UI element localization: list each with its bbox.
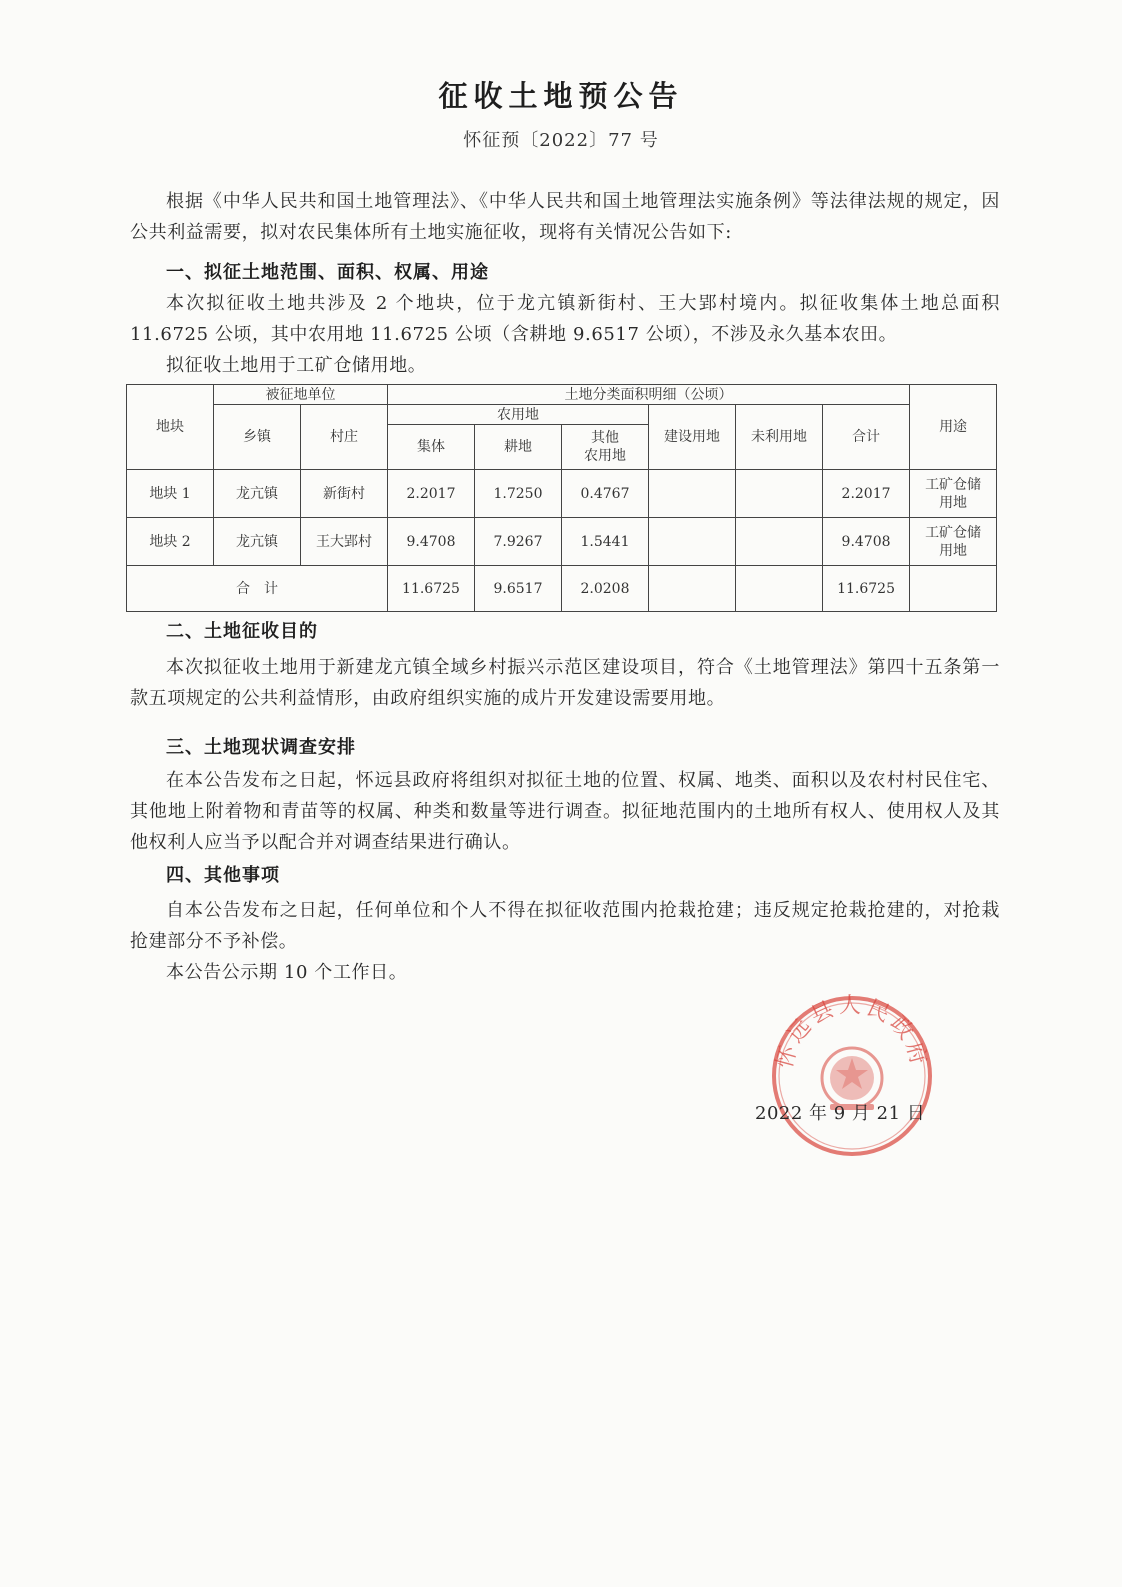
sum-other: 2.0208	[562, 566, 649, 612]
header-cultivated: 耕地	[475, 425, 562, 470]
header-agri: 农用地	[388, 405, 649, 425]
section3-body	[130, 765, 1000, 858]
cell-cultivated: 1.7250	[475, 470, 562, 518]
cell-use-line2: 用地	[939, 542, 968, 559]
section2-paragraph: 本次拟征收土地用于新建龙亢镇全域乡村振兴示范区建设项目，符合《土地管理法》第四十五条第一款五项规定的公共利益情形，由政府组织实施的成片开发建设需要用地。	[130, 657, 1000, 709]
header-unit: 被征地单位	[214, 385, 388, 405]
table-sum-row	[127, 566, 997, 612]
cell-use-line2: 用地	[939, 494, 968, 511]
official-seal-icon	[768, 992, 936, 1160]
issue-date: 2022 年 9 月 21 日	[755, 1103, 926, 1124]
section4-heading: 四、其他事项	[166, 865, 280, 886]
cell-town: 龙亢镇	[214, 470, 301, 518]
cell-collective: 9.4708	[388, 518, 475, 566]
sum-use	[910, 566, 997, 612]
sum-collective: 11.6725	[388, 566, 475, 612]
header-construction: 建设用地	[649, 405, 736, 470]
header-other-line1: 其他	[591, 430, 619, 446]
header-unused: 未利用地	[736, 405, 823, 470]
document-number: 怀征预〔2022〕77 号	[463, 130, 659, 151]
cell-town: 龙亢镇	[214, 518, 301, 566]
intro-text: 根据《中华人民共和国土地管理法》、《中华人民共和国土地管理法实施条例》等法律法规的规定，因公共利益需要，拟对农民集体所有土地实施征收，现将有关情况公告如下:	[130, 191, 1000, 243]
header-town: 乡镇	[214, 405, 301, 470]
cell-use	[910, 470, 997, 518]
header-use: 用途	[910, 385, 997, 470]
sum-construction	[649, 566, 736, 612]
section1-heading: 一、拟征土地范围、面积、权属、用途	[166, 262, 489, 283]
section1-paragraph-2: 拟征收土地用于工矿仓储用地。	[166, 355, 427, 376]
cell-unused	[736, 518, 823, 566]
table-row	[127, 518, 997, 566]
cell-use-line1: 工矿仓储	[925, 476, 982, 493]
header-village: 村庄	[301, 405, 388, 470]
sum-unused	[736, 566, 823, 612]
header-total: 合计	[823, 405, 910, 470]
header-other-agri	[562, 425, 649, 470]
intro-paragraph	[130, 186, 1000, 248]
land-table	[126, 384, 997, 612]
header-detail: 土地分类面积明细（公顷）	[388, 385, 910, 405]
cell-plot: 地块 2	[127, 518, 214, 566]
section1-paragraph: 本次拟征收土地共涉及 2 个地块，位于龙亢镇新街村、王大郢村境内。拟征收集体土地总面积 11.6725 公顷，其中农用地 11.6725 公顷（含耕地 9.6517 公顷），不涉及永久基本农田。	[130, 293, 1000, 345]
section3-heading: 三、土地现状调查安排	[166, 737, 356, 758]
section4-body	[130, 895, 1000, 988]
cell-other: 0.4767	[562, 470, 649, 518]
header-collective: 集体	[388, 425, 475, 470]
cell-cultivated: 7.9267	[475, 518, 562, 566]
header-plot: 地块	[127, 385, 214, 470]
sum-label: 合 计	[127, 566, 388, 612]
header-other-line2: 农用地	[584, 448, 626, 464]
section2-body	[130, 652, 1000, 714]
cell-village: 王大郢村	[301, 518, 388, 566]
cell-total: 9.4708	[823, 518, 910, 566]
sum-cultivated: 9.6517	[475, 566, 562, 612]
section4-paragraph-2: 本公告公示期 10 个工作日。	[166, 962, 408, 983]
cell-total: 2.2017	[823, 470, 910, 518]
cell-other: 1.5441	[562, 518, 649, 566]
page-title: 征收土地预公告	[438, 79, 684, 113]
svg-text:怀远县人民政府: 怀远县人民政府	[772, 993, 932, 1072]
sum-total: 11.6725	[823, 566, 910, 612]
cell-plot: 地块 1	[127, 470, 214, 518]
section4-paragraph: 自本公告发布之日起，任何单位和个人不得在拟征收范围内抢栽抢建；违反规定抢栽抢建的，对抢栽抢建部分不予补偿。	[130, 900, 1000, 952]
section1-body	[130, 288, 1000, 381]
cell-use-line1: 工矿仓储	[925, 524, 982, 541]
cell-collective: 2.2017	[388, 470, 475, 518]
table-row	[127, 470, 997, 518]
cell-construction	[649, 518, 736, 566]
section3-paragraph: 在本公告发布之日起，怀远县政府将组织对拟征土地的位置、权属、地类、面积以及农村村民住宅、其他地上附着物和青苗等的权属、种类和数量等进行调查。拟征地范围内的土地所有权人、使用权人及其他权利人应当予以配合并对调查结果进行确认。	[130, 770, 1000, 853]
cell-construction	[649, 470, 736, 518]
section2-heading: 二、土地征收目的	[166, 621, 318, 642]
cell-unused	[736, 470, 823, 518]
cell-use	[910, 518, 997, 566]
cell-village: 新街村	[301, 470, 388, 518]
